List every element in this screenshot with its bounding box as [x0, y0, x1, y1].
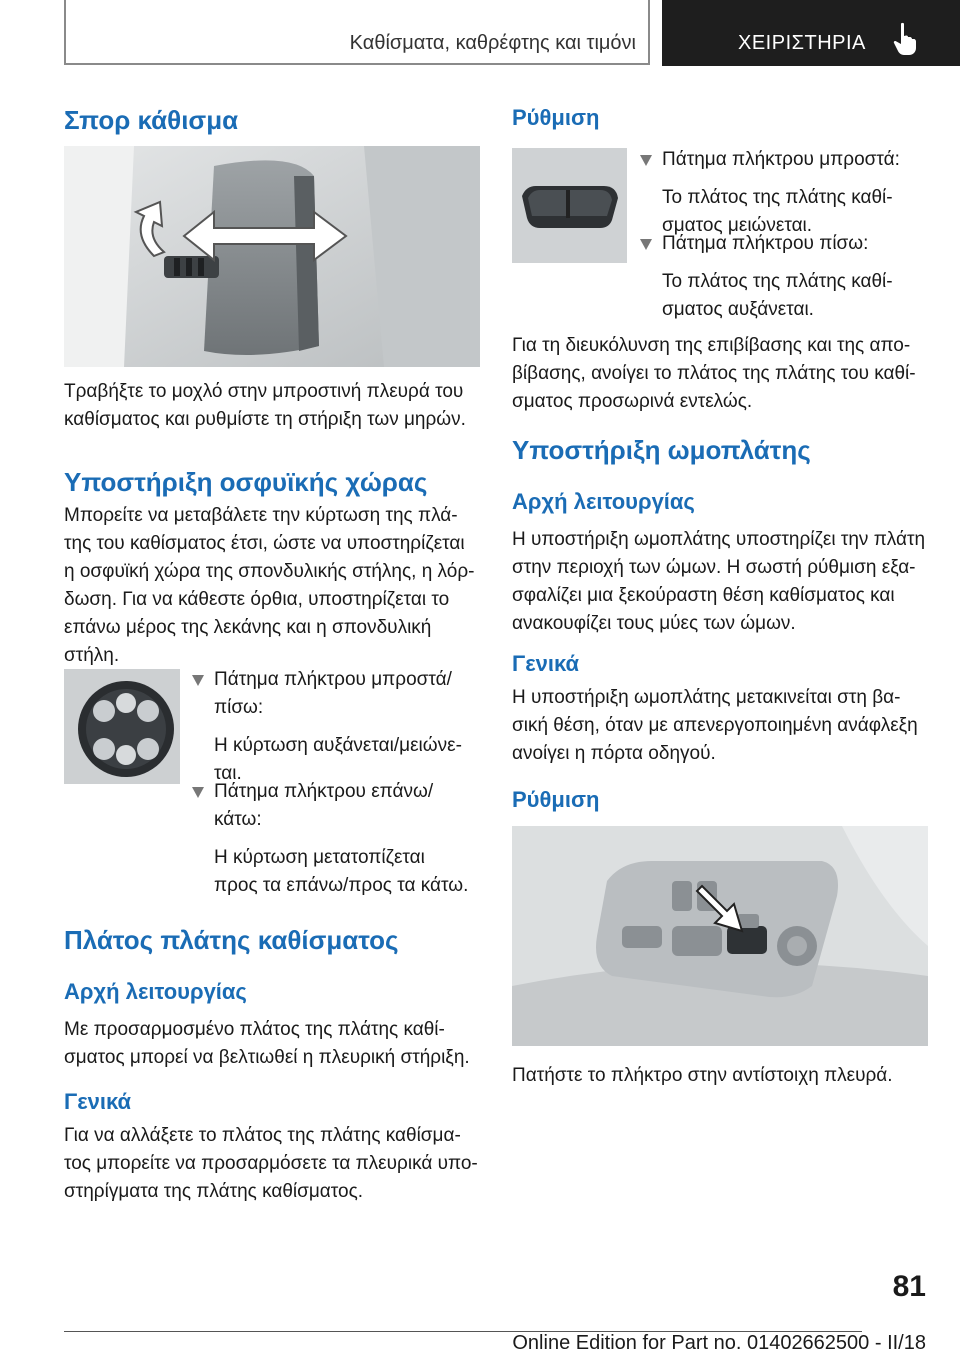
lumbar-control-illustration — [64, 669, 180, 784]
lumbar-text — [64, 502, 484, 670]
width-switch-image — [512, 148, 627, 263]
bullet-text — [214, 666, 504, 788]
text-line: σφαλίζει μια ξεκούραστη θέση καθίσματος και — [512, 585, 895, 606]
text-line: Πάτημα πλήκτρου πίσω: — [662, 233, 869, 254]
text-line: καθίσματος και ρυθμίστε τη στήριξη των μηρών. — [64, 409, 466, 430]
text-line: Η κύρτωση αυξάνεται/μειώνε- — [214, 735, 462, 756]
text-line: σική θέση, όταν με απενεργοποιημένη ανάφλεξη — [512, 715, 918, 736]
text-line: δωση. Για να κάθεστε όρθια, υποστηρίζεται το — [64, 589, 450, 610]
text-line: Μπορείτε να μεταβάλετε την κύρτωση της πλά- — [64, 505, 458, 526]
text-line: Πάτημα πλήκτρου επάνω/ — [214, 781, 434, 802]
lumbar-heading: Υποστήριξη οσφυϊκής χώρας — [64, 467, 428, 497]
header-divider — [64, 63, 650, 65]
seat-controls-image — [512, 826, 928, 1046]
adjust-text — [512, 332, 932, 416]
adjust-heading: Ρύθμιση — [512, 105, 600, 130]
text-line: σματος μπορεί να βελτιωθεί η πλευρική στήριξη. — [64, 1047, 470, 1068]
principle-text — [512, 526, 932, 638]
text-line: Πάτημα πλήκτρου μπροστά: — [662, 149, 900, 170]
text-line: Πάτημα πλήκτρου μπροστά/ — [214, 669, 452, 690]
text-line: της του καθίσματος έτσι, ώστε να υποστηρίζεται — [64, 533, 465, 554]
header-divider — [648, 0, 650, 64]
section-chip-label: ΧΕΙΡΙΣΤΗΡΙΑ — [738, 32, 866, 54]
section-chip[interactable] — [662, 0, 960, 66]
text-line: Η κύρτωση μετατοπίζεται — [214, 847, 425, 868]
text-line: πίσω: — [214, 697, 264, 718]
lumbar-switch-image — [64, 669, 180, 784]
text-line: ανοίγει η πόρτα οδηγού. — [512, 743, 716, 764]
hand-pointer-icon — [892, 22, 918, 56]
chapter-title: Καθίσματα, καθρέφτης και τιμόνι — [349, 32, 636, 54]
text-line: ανακουφίζει τους μύες των ώμων. — [512, 613, 796, 634]
text-line: επάνω μέρος της λεκάνης και η σπονδυλική — [64, 617, 432, 638]
edition-footer — [0, 1332, 960, 1355]
text-line: ται. — [214, 763, 242, 784]
triangle-bullet-icon — [640, 155, 652, 166]
text-line: σματος προσωρινά εντελώς. — [512, 391, 753, 412]
bullet-text — [214, 778, 504, 900]
text-line: στηρίγματα της πλάτης καθίσματος. — [64, 1181, 364, 1202]
text-line: Για τη διευκόλυνση της επιβίβασης και της απο- — [512, 335, 911, 356]
text-line: βίβασης, ανοίγει το πλάτος της πλάτης του καθί- — [512, 363, 916, 384]
seat-controls-illustration — [512, 826, 928, 1046]
text-line: Με προσαρμοσμένο πλάτος της πλάτης καθί- — [64, 1019, 445, 1040]
page-header — [0, 0, 960, 66]
triangle-bullet-icon — [640, 239, 652, 250]
text-line: σματος μειώνεται. — [662, 215, 813, 236]
seat-thigh-support-illustration — [64, 146, 480, 367]
width-control-illustration — [512, 148, 627, 263]
bullet-text — [662, 146, 952, 240]
sport-seat-image — [64, 146, 480, 367]
triangle-bullet-icon — [192, 787, 204, 798]
text-line: κάτω: — [214, 809, 262, 830]
adjust-heading: Ρύθμιση — [512, 787, 600, 812]
text-line: στην περιοχή των ώμων. Η σωστή ρύθμιση εξα- — [512, 557, 916, 578]
text-line: σματος αυξάνεται. — [662, 299, 814, 320]
text-line: τος μπορείτε να προσαρμόσετε τα πλευρικά υπο- — [64, 1153, 478, 1174]
text-line: Το πλάτος της πλάτης καθί- — [662, 271, 893, 292]
page-number: 81 — [892, 1270, 926, 1303]
general-text — [512, 684, 932, 768]
text-line: Τραβήξτε το μοχλό στην μπροστινή πλευρά του — [64, 381, 464, 402]
general-text — [64, 1122, 484, 1206]
adjust2-text: Πατήστε το πλήκτρο στην αντίστοιχη πλευρά. — [512, 1065, 893, 1086]
text-line: στήλη. — [64, 645, 120, 666]
principle-text — [64, 1016, 484, 1072]
text-line: Το πλάτος της πλάτης καθί- — [662, 187, 893, 208]
sport-seat-heading: Σπορ κάθισμα — [64, 105, 239, 135]
backrest-width-heading: Πλάτος πλάτης καθίσματος — [64, 925, 399, 955]
header-divider — [64, 0, 66, 64]
sport-seat-text — [64, 378, 484, 434]
edition-text: Online Edition for Part no. 01402662500 - II/18 — [512, 1332, 926, 1354]
principle-heading: Αρχή λειτουργίας — [64, 979, 247, 1004]
shoulder-support-heading: Υποστήριξη ωμοπλάτης — [512, 435, 811, 465]
general-heading: Γενικά — [512, 651, 580, 676]
text-line: προς τα επάνω/προς τα κάτω. — [214, 875, 469, 896]
general-heading: Γενικά — [64, 1089, 132, 1114]
text-line: Η υποστήριξη ωμοπλάτης υποστηρίζει την πλάτη — [512, 529, 926, 550]
text-line: η οσφυϊκή χώρα της σπονδυλικής στήλης, η λόρ- — [64, 561, 475, 582]
bullet-text — [662, 230, 952, 324]
text-line: Η υποστήριξη ωμοπλάτης μετακινείται στη βα- — [512, 687, 901, 708]
triangle-bullet-icon — [192, 675, 204, 686]
text-line: Για να αλλάξετε το πλάτος της πλάτης καθίσμα- — [64, 1125, 461, 1146]
principle-heading: Αρχή λειτουργίας — [512, 489, 695, 514]
